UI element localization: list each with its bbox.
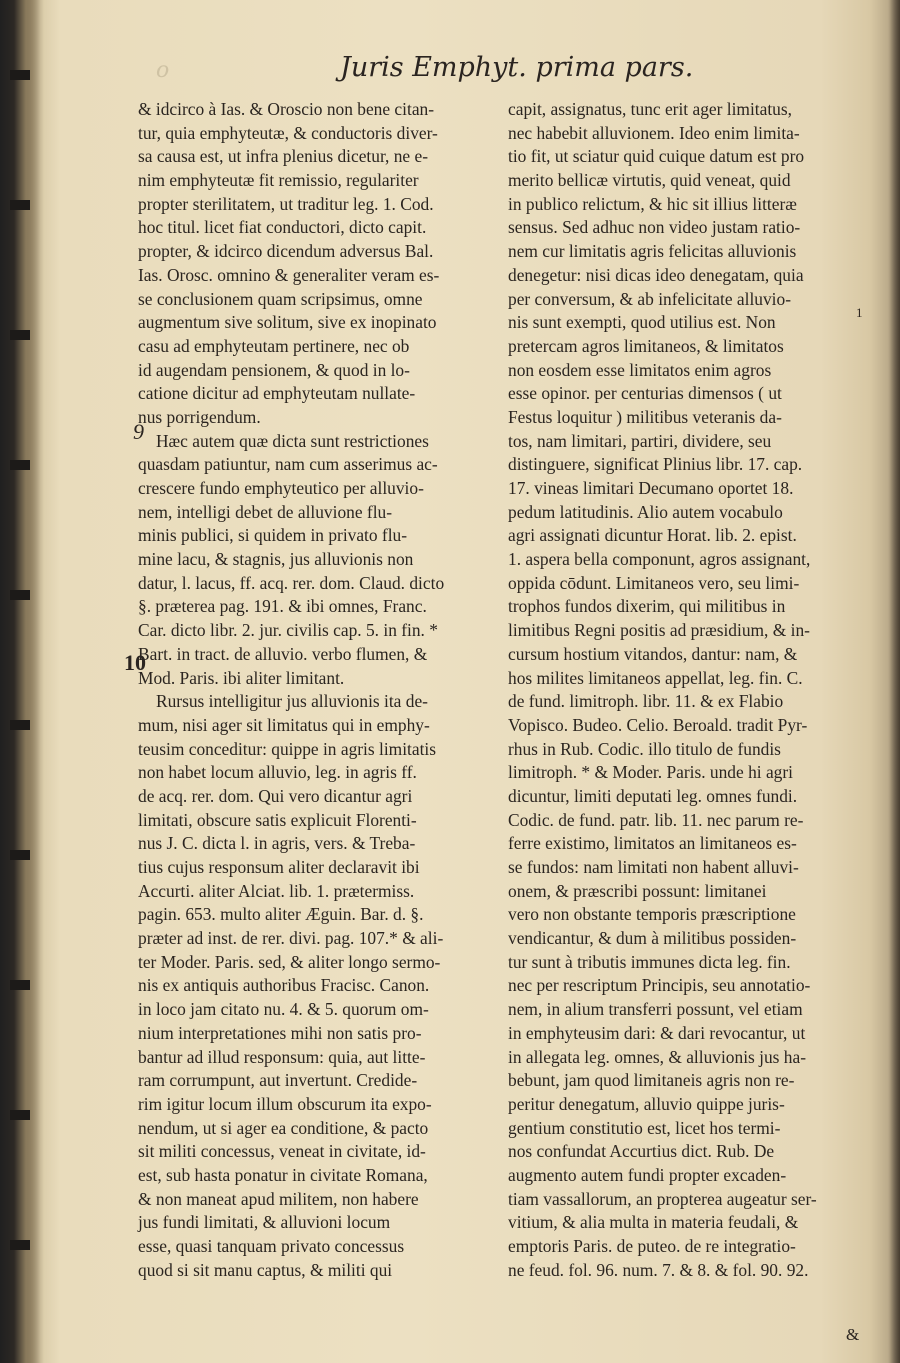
text-line: denegetur: nisi dicas ideo denegatam, quia [508, 264, 804, 285]
ruler-mark [10, 200, 30, 210]
text-line: nendum, ut si ager ea conditione, & pacto [138, 1117, 429, 1138]
text-line: rhus in Rub. Codic. illo titulo de fundis [508, 738, 781, 759]
text-line: tos, nam limitari, partiri, dividere, seu [508, 430, 772, 451]
ruler-mark [10, 850, 30, 860]
ruler-mark [10, 330, 30, 340]
left-text-column [138, 98, 500, 1282]
text-line: tius cujus responsum aliter declaravit ibi [138, 857, 420, 877]
text-line: rim igitur locum illum obscurum ita expo- [138, 1093, 432, 1114]
text-line: tur sunt à tributis immunes dicta leg. fin. [508, 951, 791, 972]
text-line: ferre existimo, limitatos an limitaneos es- [508, 833, 797, 854]
text-line: in loco jam citato nu. 4. & 5. quorum om- [138, 999, 429, 1020]
text-line: per conversum, & ab infelicitate alluvio- [508, 288, 791, 309]
text-line: & idcirco à Ias. & Oroscio non bene citan- [138, 99, 435, 119]
text-line: oppida cōdunt. Limitaneos vero, seu limi- [508, 572, 800, 593]
ruler-mark [10, 720, 30, 730]
text-line: Rursus intelligitur jus alluvionis ita de- [156, 691, 428, 712]
text-line: nus porrigendum. [138, 406, 261, 427]
text-line: nem, in alium transferri possunt, vel etiam [508, 999, 803, 1020]
text-line: peritur denegatum, alluvio quippe juris- [508, 1093, 785, 1114]
text-line: Hæc autem quæ dicta sunt restrictiones [156, 430, 429, 451]
text-line: quod si sit manu captus, & militi qui [138, 1259, 393, 1280]
text-line: sa causa est, ut infra plenius dicetur, ne e- [138, 146, 429, 167]
ruler-mark [10, 70, 30, 80]
text-line: augmentum sive solitum, sive ex inopinato [138, 312, 437, 333]
text-line: nim emphyteutæ fit remissio, regulariter [138, 170, 419, 191]
text-line: 17. vineas limitari Decumano oportet 18. [508, 478, 794, 498]
faint-stamp: o [156, 58, 170, 83]
ruler-mark [10, 1110, 30, 1120]
text-line: non habet locum alluvio, leg. in agris ff. [138, 762, 417, 783]
text-line: nis sunt exempti, quod utilius est. Non [508, 312, 776, 333]
text-line: in emphyteusim dari: & dari revocantur, ut [508, 1022, 806, 1043]
text-line: Vopisco. Budeo. Celio. Beroald. tradit Pyr- [508, 714, 808, 735]
text-line: propter sterilitatem, ut traditur leg. 1. Cod. [138, 193, 434, 214]
text-line: est, sub hasta ponatur in civitate Romana, [138, 1164, 428, 1185]
ruler-mark [10, 590, 30, 600]
text-line: in publico relictum, & hic sit illius litteræ [508, 193, 797, 214]
text-line: emptoris Paris. de puteo. de re integratio- [508, 1236, 796, 1256]
text-line: cursum hostium vitandos, dantur: nam, & [508, 643, 798, 664]
text-line: limitroph. * & Moder. Paris. unde hi agri [508, 762, 793, 783]
text-line: tur, quia emphyteutæ, & conductoris diver- [138, 122, 438, 143]
text-line: distinguere, significat Plinius libr. 17. cap. [508, 454, 803, 475]
text-line: se fundos: nam limitati non habent alluvi- [508, 857, 799, 877]
text-line: ram corrumpunt, aut invertunt. Credide- [138, 1070, 418, 1091]
text-line: onem, & præscribi possunt: limitanei [508, 880, 767, 901]
text-line: præter ad inst. de rer. divi. pag. 107.* & ali- [138, 928, 444, 949]
text-line: bebunt, jam quod limitaneis agris non re- [508, 1070, 795, 1091]
right-text-column [508, 98, 868, 1282]
text-line: Codic. de fund. patr. lib. 11. nec parum re- [508, 809, 804, 830]
text-line: pagin. 653. multo aliter Æguin. Bar. d. §. [138, 904, 424, 925]
text-line: merito bellicæ virtutis, quid veneat, quid [508, 170, 791, 191]
text-line: pedum latitudinis. Alio autem vocabulo [508, 501, 783, 522]
text-line: casu ad emphyteutam pertinere, nec ob [138, 335, 410, 356]
text-line: minis publici, si quidem in privato flu- [138, 525, 408, 546]
text-line: agri assignati dicuntur Horat. lib. 2. epist. [508, 525, 797, 546]
text-line: crescere fundo emphyteutico per alluvio- [138, 478, 424, 498]
text-line: nium interpretationes mihi non satis pro- [138, 1022, 422, 1043]
text-line: esse opinor. per centurias dimensos ( ut [508, 383, 782, 404]
text-line: pretercam agros limitaneos, & limitatos [508, 335, 784, 356]
margin-number-9: 9 [133, 419, 144, 444]
text-line: 1. aspera bella componunt, agros assignant, [508, 549, 811, 570]
text-line: propter, & idcirco dicendum adversus Bal. [138, 241, 434, 262]
catchword: & [846, 1325, 860, 1344]
text-line: vendicantur, & dum à militibus possiden- [508, 928, 797, 949]
running-header: Juris Emphyt. prima pars. [340, 52, 694, 83]
page-edge-shadow [888, 0, 900, 1363]
text-line: nec habebit alluvionem. Ideo enim limita- [508, 122, 800, 143]
text-line: in allegata leg. omnes, & alluvionis jus ha- [508, 1046, 806, 1067]
text-line: nem, intelligi debet de alluvione flu- [138, 501, 393, 522]
text-line: datur, l. lacus, ff. acq. rer. dom. Claud. dicto [138, 572, 445, 593]
ruler-mark [10, 980, 30, 990]
text-line: augmento autem fundi propter excaden- [508, 1164, 787, 1185]
text-line: Car. dicto libr. 2. jur. civilis cap. 5. in fin. * [138, 620, 438, 641]
text-line: Bart. in tract. de alluvio. verbo flumen, & [138, 643, 428, 664]
text-line: quasdam patiuntur, nam cum asserimus ac- [138, 454, 438, 475]
text-line: jus fundi limitati, & alluvioni locum [138, 1212, 391, 1233]
text-line: catione dicitur ad emphyteutam nullate- [138, 383, 416, 404]
text-line: gentium constitutio est, licet hos termi- [508, 1117, 781, 1138]
text-line: trophos fundos dixerim, qui militibus in [508, 596, 786, 617]
text-line: ter Moder. Paris. sed, & aliter longo sermo- [138, 951, 441, 972]
text-line: vitium, & alia multa in materia feudali, & [508, 1212, 799, 1233]
ruler-mark [10, 460, 30, 470]
text-line: teusim conceditur: quippe in agris limitatis [138, 738, 437, 759]
text-line: vero non obstante temporis præscriptione [508, 904, 796, 925]
text-line: id augendam pensionem, & quod in lo- [138, 359, 410, 380]
text-line: bantur ad illud responsum: quia, aut litte- [138, 1046, 426, 1067]
text-line: nos confundat Accurtius dict. Rub. De [508, 1141, 775, 1162]
text-line: ne feud. fol. 96. num. 7. & 8. & fol. 90. 92. [508, 1259, 809, 1280]
text-line: capit, assignatus, tunc erit ager limitatus, [508, 99, 792, 119]
text-line: nec per rescriptum Principis, seu annotatio- [508, 975, 811, 996]
side-mark: 1 [856, 305, 863, 320]
text-line: sit militi concessus, veneat in civitate, id- [138, 1141, 426, 1162]
text-line: de fund. limitroph. libr. 11. & ex Flabio [508, 691, 784, 712]
text-line: tiam vassallorum, an propterea augeatur ser- [508, 1188, 817, 1209]
text-line: de acq. rer. dom. Qui vero dicantur agri [138, 785, 413, 806]
text-line: Accurti. aliter Alciat. lib. 1. prætermiss. [138, 880, 415, 901]
text-line: limitibus Regni positis ad præsidium, & in- [508, 620, 810, 641]
text-line: se conclusionem quam scripsimus, omne [138, 288, 423, 309]
text-line: sensus. Sed adhuc non video justam ratio- [508, 217, 801, 238]
text-line: mum, nisi ager sit limitatus qui in emphy- [138, 714, 430, 735]
text-line: Ias. Orosc. omnino & generaliter veram es- [138, 264, 440, 285]
text-line: §. præterea pag. 191. & ibi omnes, Franc. [138, 596, 427, 617]
text-line: mine lacu, & stagnis, jus alluvionis non [138, 549, 414, 570]
text-line: limitati, obscure satis explicuit Florenti- [138, 809, 417, 830]
text-line: tio fit, ut sciatur quid cuique datum est pro [508, 146, 805, 167]
ruler-mark [10, 1240, 30, 1250]
text-line: hoc titul. licet fiat conductori, dicto capit. [138, 217, 427, 238]
text-line: dicuntur, limiti deputati leg. omnes fundi. [508, 785, 798, 806]
text-line: hos milites limitaneos appellat, leg. fin. C. [508, 667, 803, 688]
text-line: & non maneat apud militem, non habere [138, 1188, 419, 1209]
text-line: nis ex antiquis authoribus Fracisc. Canon. [138, 975, 430, 996]
text-line: non eosdem esse limitatos enim agros [508, 359, 772, 380]
text-line: Festus loquitur ) militibus veteranis da- [508, 406, 782, 427]
text-line: esse, quasi tanquam privato concessus [138, 1236, 405, 1256]
text-line: Mod. Paris. ibi aliter limitant. [138, 667, 345, 688]
text-line: nem cur limitatis agris felicitas alluvionis [508, 241, 797, 262]
text-line: nus J. C. dicta l. in agris, vers. & Treba- [138, 833, 416, 854]
margin-number-10: 10 [124, 650, 146, 675]
